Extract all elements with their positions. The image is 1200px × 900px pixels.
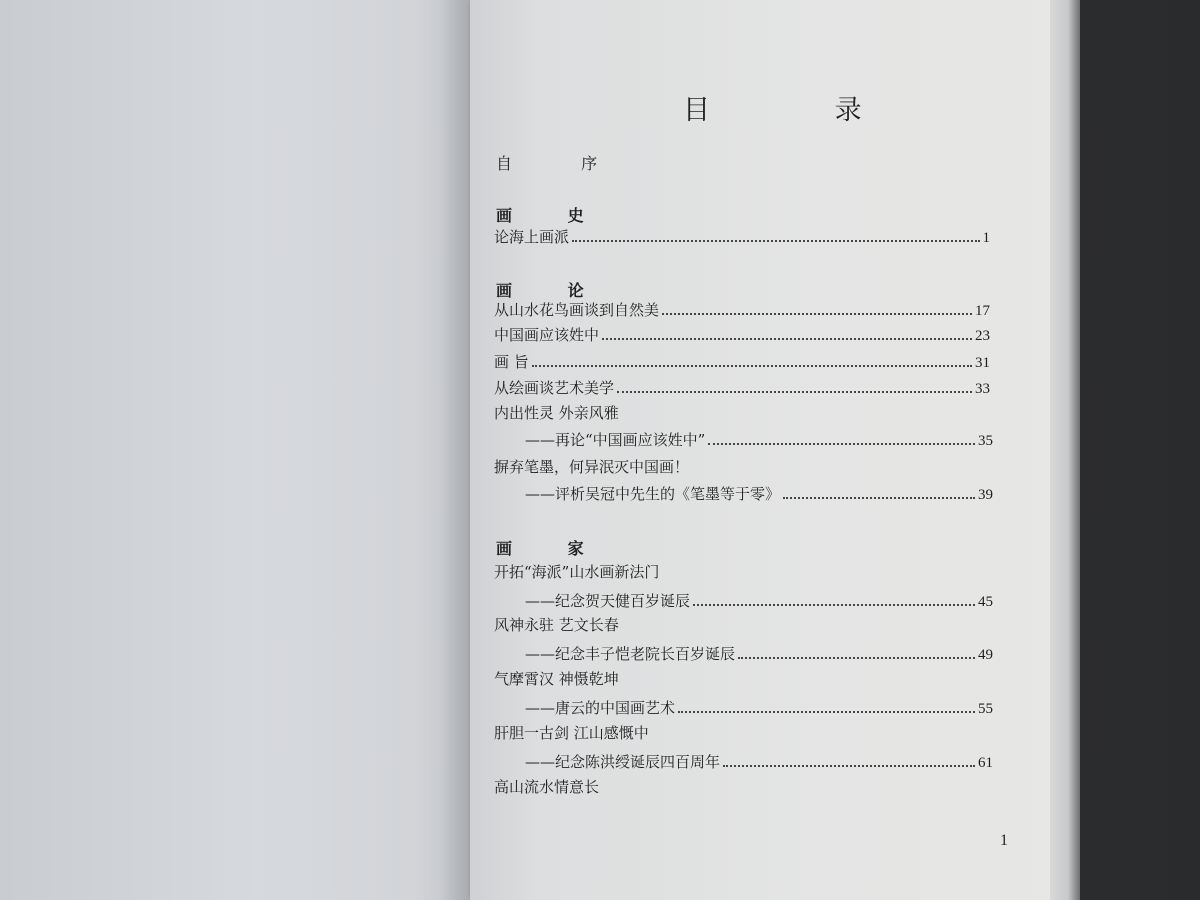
toc-entry-label: ——纪念陈洪绶诞辰四百周年 xyxy=(525,753,721,771)
toc-entry-label: ——纪念贺天健百岁诞辰 xyxy=(525,592,691,610)
leader-dots xyxy=(693,604,975,606)
leader-dots xyxy=(723,765,975,767)
toc-entry-label: 从山水花鸟画谈到自然美 xyxy=(494,301,660,319)
toc-entry-title: 内出性灵 外亲风雅 xyxy=(494,404,619,422)
page-number: 1 xyxy=(1000,832,1008,849)
toc-entry-label: 中国画应该姓中 xyxy=(494,326,600,344)
toc-entry-page: 61 xyxy=(978,755,993,771)
leader-dots xyxy=(738,657,975,659)
toc-entry xyxy=(494,225,990,247)
toc-entry-subtitle xyxy=(525,428,993,450)
section-heading-history: 画 史 xyxy=(496,206,609,225)
toc-entry-title: 肝胆一古剑 江山感慨中 xyxy=(494,724,649,742)
leader-dots xyxy=(662,313,972,315)
toc-entry-title: 开拓“海派”山水画新法门 xyxy=(494,563,660,581)
toc-title: 目 录 xyxy=(683,95,920,126)
toc-entry-label: ——评析吴冠中先生的《笔墨等于零》 xyxy=(525,485,781,503)
toc-entry-title: 高山流水情意长 xyxy=(494,778,600,796)
toc-entry-page: 23 xyxy=(975,328,990,344)
toc-entry-page: 49 xyxy=(978,647,993,663)
toc-entry xyxy=(494,350,990,372)
leader-dots xyxy=(783,497,975,499)
toc-entry-page: 39 xyxy=(978,487,993,503)
leader-dots xyxy=(617,391,972,393)
toc-entry-page: 55 xyxy=(978,701,993,717)
toc-entry-title: 气摩霄汉 神慑乾坤 xyxy=(494,670,619,688)
section-heading-theory: 画 论 xyxy=(496,281,609,300)
section-heading-artists: 画 家 xyxy=(496,539,609,558)
toc-entry-page: 17 xyxy=(975,303,990,319)
toc-entry-subtitle xyxy=(525,642,993,664)
toc-entry-label: 论海上画派 xyxy=(494,228,570,246)
toc-entry-page: 31 xyxy=(975,355,990,371)
toc-entry-page: 35 xyxy=(978,433,993,449)
toc-entry xyxy=(494,298,990,320)
toc-entry-title: 风神永驻 艺文长春 xyxy=(494,616,619,634)
toc-entry-subtitle xyxy=(525,482,993,504)
toc-entry-title: 摒弃笔墨，何异泯灭中国画！ xyxy=(494,458,690,476)
toc-entry-subtitle xyxy=(525,696,993,718)
preface-heading: 自 序 xyxy=(496,154,630,173)
leader-dots xyxy=(678,711,975,713)
toc-entry-label: 画 旨 xyxy=(494,353,529,371)
toc-entry xyxy=(494,323,990,345)
toc-entry-label: ——唐云的中国画艺术 xyxy=(525,699,676,717)
toc-entry-page: 1 xyxy=(982,230,990,246)
toc-entry-label: ——再论“中国画应该姓中” xyxy=(525,431,706,449)
toc-entry-page: 33 xyxy=(975,381,990,397)
toc-entry xyxy=(494,376,990,398)
leader-dots xyxy=(532,365,972,367)
toc-entry-page: 45 xyxy=(978,594,993,610)
leader-dots xyxy=(708,443,975,445)
leader-dots xyxy=(572,240,979,242)
toc-entry-label: ——纪念丰子恺老院长百岁诞辰 xyxy=(525,645,736,663)
toc-entry-subtitle xyxy=(525,750,993,772)
leader-dots xyxy=(602,338,972,340)
toc-entry-subtitle xyxy=(525,589,993,611)
toc-entry-label: 从绘画谈艺术美学 xyxy=(494,379,615,397)
